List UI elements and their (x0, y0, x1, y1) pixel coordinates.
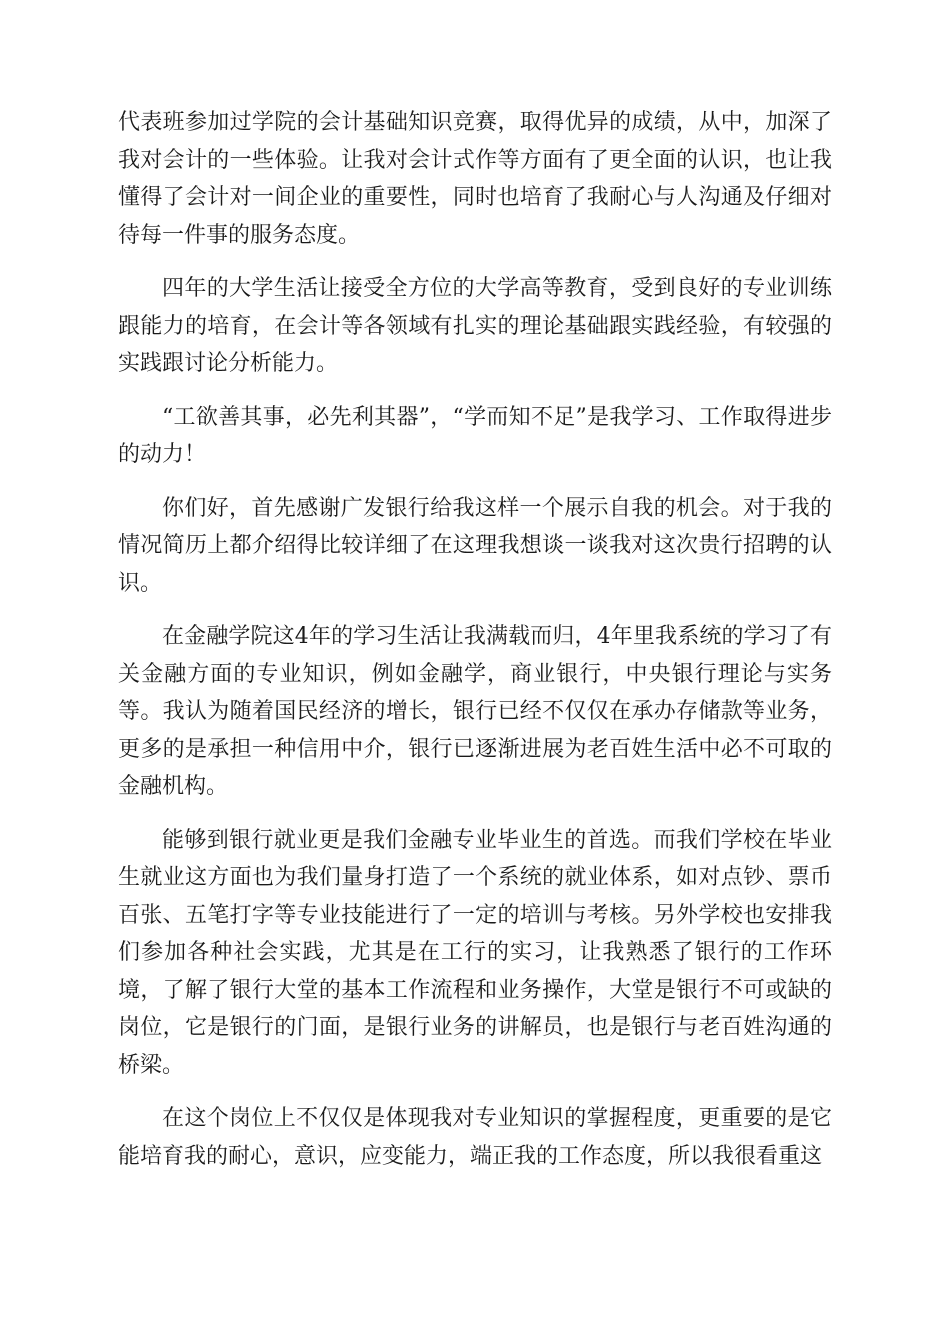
paragraph-5: 在金融学院这4年的学习生活让我满载而归，4年里我系统的学习了有关金融方面的专业知识，例如金融学，商业银行，中央银行理论与实务等。我认为随着国民经济的增长，银行已经不仅仅在承办存储款等业务，更多的是承担一种信用中介，银行已逐渐进展为老百姓生活中必不可取的金融机构。 (118, 624, 832, 799)
paragraph-2: 四年的大学生活让接受全方位的大学高等教育，受到良好的专业训练跟能力的培育，在会计等各领域有扎实的理论基础跟实践经验，有较强的实践跟讨论分析能力。 (118, 276, 832, 376)
paragraph-4: 你们好，首先感谢广发银行给我这样一个展示自我的机会。对于我的情况简历上都介绍得比较详细了在这理我想谈一谈我对这次贵行招聘的认识。 (118, 495, 832, 596)
paragraph-1: 代表班参加过学院的会计基础知识竞赛，取得优异的成绩，从中，加深了我对会计的一些体验。让我对会计式作等方面有了更全面的认识，也让我懂得了会计对一间企业的重要性，同时也培育了我耐心与人沟通及仔细对待每一件事的服务态度。 (118, 110, 832, 248)
paragraph-3: “工欲善其事，必先利其器”，“学而知不足”是我学习、工作取得进步的动力！ (118, 404, 832, 467)
paragraph-7: 在这个岗位上不仅仅是体现我对专业知识的掌握程度，更重要的是它能培育我的耐心，意识，应变能力，端正我的工作态度，所以我很看重这 (118, 1106, 832, 1169)
document-body (118, 104, 832, 1191)
paragraph-6: 能够到银行就业更是我们金融专业毕业生的首选。而我们学校在毕业生就业这方面也为我们量身打造了一个系统的就业体系，如对点钞、票币百张、五笔打字等专业技能进行了一定的培训与考核。另外学校也安排我们参加各种社会实践，尤其是在工行的实习，让我熟悉了银行的工作环境，了解了银行大堂的基本工作流程和业务操作，大堂是银行不可或缺的岗位，它是银行的门面，是银行业务的讲解员，也是银行与老百姓沟通的桥梁。 (118, 827, 832, 1078)
